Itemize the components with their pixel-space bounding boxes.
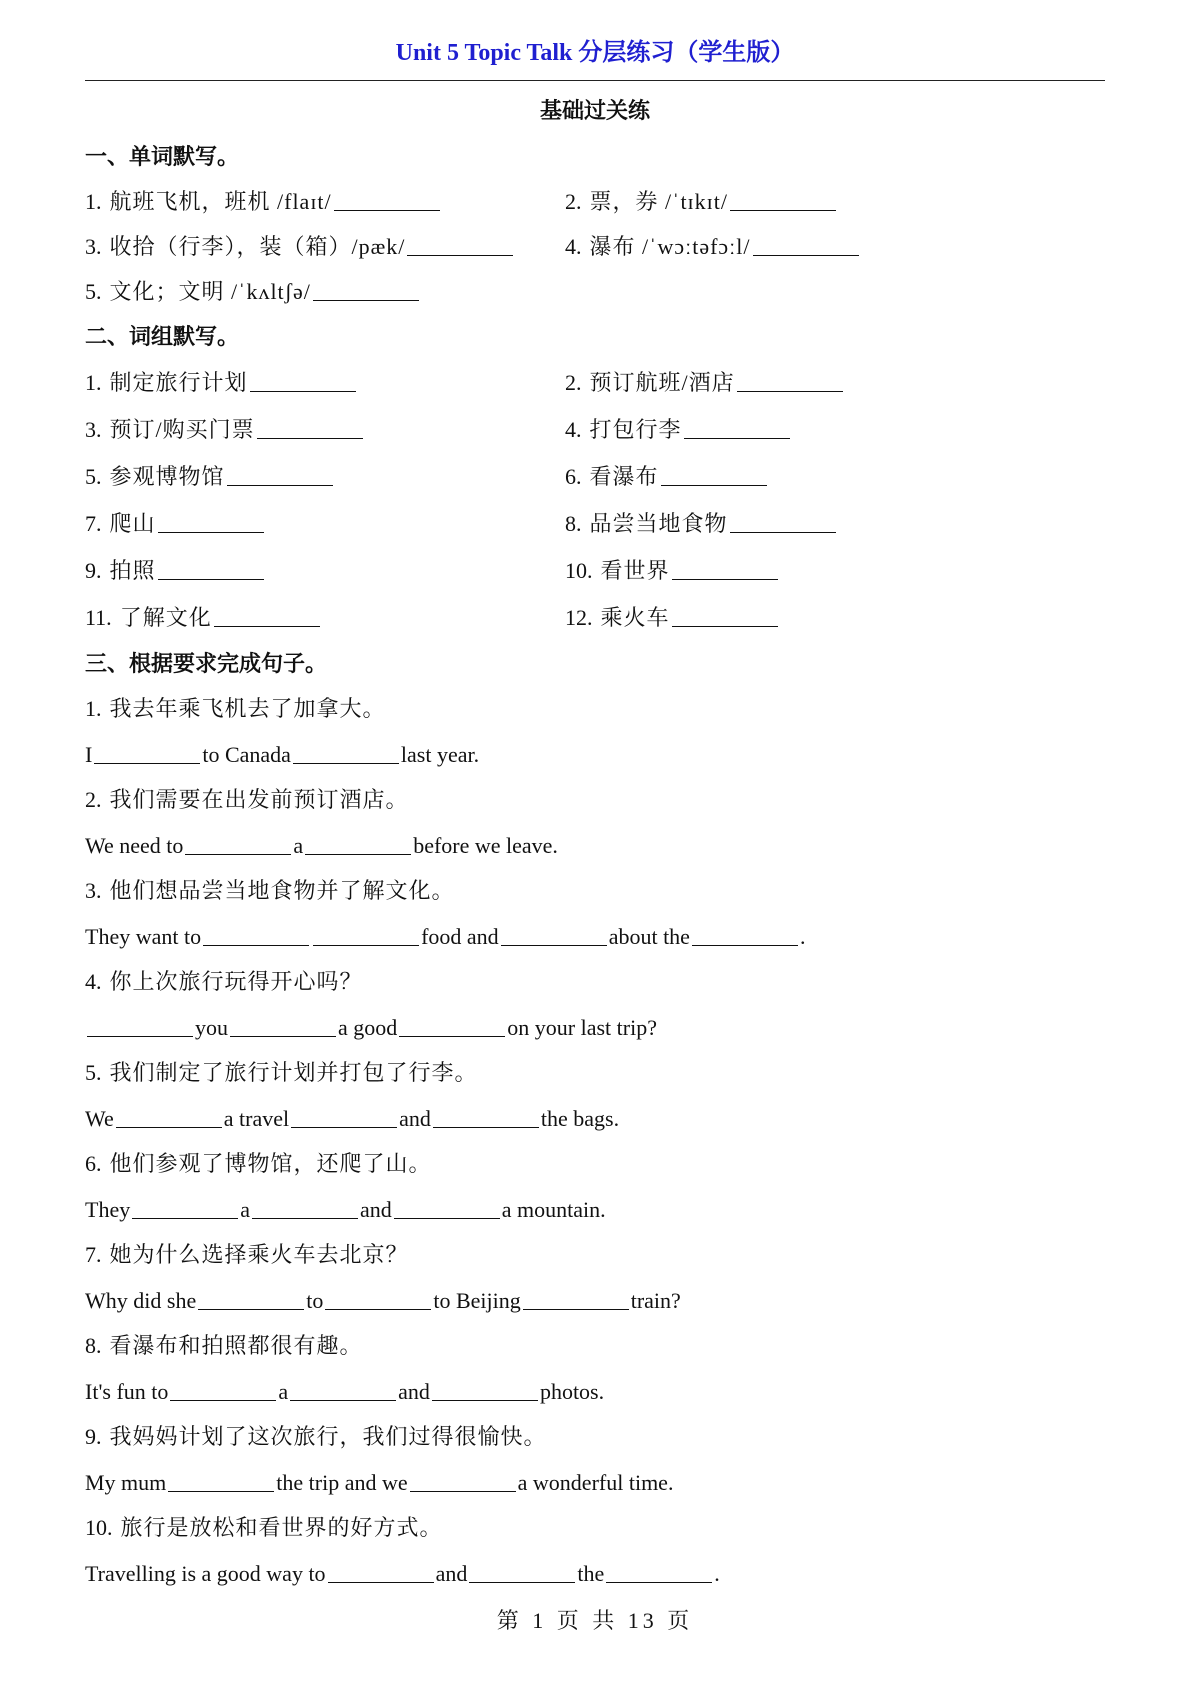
sentence-fragment: a mountain. bbox=[501, 1196, 606, 1222]
answer-blank[interactable] bbox=[432, 1399, 538, 1401]
answer-blank[interactable] bbox=[394, 1217, 500, 1219]
s3-question-5-chinese: 5. 我们制定了旅行计划并打包了行李。 bbox=[85, 1060, 478, 1085]
answer-blank[interactable] bbox=[334, 209, 440, 211]
sentence-fragment: on your last trip? bbox=[507, 1014, 657, 1040]
sentence-fragment: We need to bbox=[85, 832, 184, 858]
answer-blank[interactable] bbox=[252, 1217, 358, 1219]
answer-blank[interactable] bbox=[753, 254, 859, 256]
s2-row-3 bbox=[85, 453, 1105, 500]
sentence-fragment: a bbox=[240, 1196, 250, 1222]
answer-blank[interactable] bbox=[313, 299, 419, 301]
s1-item-4: 4. 瀑布 /ˈwɔːtəfɔːl/ bbox=[565, 224, 1045, 269]
s2-row-2 bbox=[85, 406, 1105, 453]
s3-question-8-english bbox=[85, 1369, 1105, 1415]
sentence-fragment: Travelling is a good way to bbox=[85, 1560, 326, 1586]
answer-blank[interactable] bbox=[203, 944, 309, 946]
s3-question-2-english bbox=[85, 823, 1105, 869]
s2-row-5 bbox=[85, 547, 1105, 594]
answer-blank[interactable] bbox=[328, 1581, 434, 1583]
answer-blank[interactable] bbox=[214, 625, 320, 627]
answer-blank[interactable] bbox=[290, 1399, 396, 1401]
answer-blank[interactable] bbox=[185, 853, 291, 855]
s1-item-3: 3. 收拾（行李），装（箱）/pæk/ bbox=[85, 224, 565, 269]
s1-item-5: 5. 文化；文明 /ˈkʌltʃə/ bbox=[85, 269, 565, 314]
sentence-fragment: the bags. bbox=[540, 1105, 620, 1131]
s1-item-1: 1. 航班飞机，班机 /flaɪt/ bbox=[85, 179, 565, 224]
s2-row-4 bbox=[85, 500, 1105, 547]
answer-blank[interactable] bbox=[230, 1035, 336, 1037]
s2-item-4: 4. 打包行李 bbox=[565, 406, 1045, 453]
answer-blank[interactable] bbox=[407, 254, 513, 256]
answer-blank[interactable] bbox=[198, 1308, 304, 1310]
s1-row-2 bbox=[85, 224, 1105, 269]
sentence-fragment: a bbox=[293, 832, 304, 858]
answer-blank[interactable] bbox=[523, 1308, 629, 1310]
s2-item-9: 9. 拍照 bbox=[85, 547, 565, 594]
answer-blank[interactable] bbox=[501, 944, 607, 946]
sentence-fragment: you bbox=[195, 1014, 228, 1040]
sentence-fragment: and bbox=[399, 1105, 431, 1131]
s2-row-6 bbox=[85, 594, 1105, 641]
answer-blank[interactable] bbox=[305, 853, 411, 855]
sentence-fragment: and bbox=[398, 1378, 430, 1404]
sentence-fragment: They bbox=[85, 1196, 131, 1222]
s3-question-3-english bbox=[85, 914, 1105, 960]
sentence-fragment: a good bbox=[338, 1014, 398, 1040]
s3-question-5-english bbox=[85, 1096, 1105, 1142]
answer-blank[interactable] bbox=[433, 1126, 539, 1128]
answer-blank[interactable] bbox=[399, 1035, 505, 1037]
s1-item-2: 2. 票，券 /ˈtɪkɪt/ bbox=[565, 179, 1045, 224]
section3-heading: 三、根据要求完成句子。 bbox=[85, 651, 328, 676]
sentence-fragment: Why did she bbox=[85, 1287, 197, 1313]
s3-question-7-chinese: 7. 她为什么选择乘火车去北京？ bbox=[85, 1242, 409, 1267]
s2-item-3: 3. 预订/购买门票 bbox=[85, 406, 565, 453]
s3-question-9-chinese: 9. 我妈妈计划了这次旅行，我们过得很愉快。 bbox=[85, 1424, 547, 1449]
sentence-fragment: My mum bbox=[85, 1469, 167, 1495]
header-title: Unit 5 Topic Talk 分层练习（学生版） bbox=[395, 40, 795, 66]
page-number: 第 1 页 共 13 页 bbox=[496, 1608, 694, 1633]
answer-blank[interactable] bbox=[672, 578, 778, 580]
sentence-fragment: I bbox=[85, 741, 93, 767]
s3-question-6-chinese: 6. 他们参观了博物馆，还爬了山。 bbox=[85, 1151, 432, 1176]
s2-item-10: 10. 看世界 bbox=[565, 547, 1045, 594]
s3-question-1-english bbox=[85, 732, 1105, 778]
section-subtitle: 基础过关练 bbox=[539, 98, 650, 123]
section1-heading: 一、单词默写。 bbox=[85, 144, 240, 169]
s2-item-6: 6. 看瀑布 bbox=[565, 453, 1045, 500]
s1-row-1 bbox=[85, 179, 1105, 224]
s2-item-2: 2. 预订航班/酒店 bbox=[565, 359, 1045, 406]
sentence-fragment: to bbox=[306, 1287, 324, 1313]
sentence-fragment: about the bbox=[608, 923, 690, 949]
header-divider bbox=[85, 80, 1105, 81]
sentence-fragment: the trip and we bbox=[276, 1469, 408, 1495]
s2-item-12: 12. 乘火车 bbox=[565, 594, 1045, 641]
sentence-fragment: It's fun to bbox=[85, 1378, 169, 1404]
answer-blank[interactable] bbox=[291, 1126, 397, 1128]
sentence-fragment: and bbox=[435, 1560, 468, 1586]
sentence-fragment: . bbox=[799, 923, 806, 949]
s3-question-4-chinese: 4. 你上次旅行玩得开心吗？ bbox=[85, 969, 363, 994]
section2-heading: 二、词组默写。 bbox=[85, 324, 240, 349]
answer-blank[interactable] bbox=[730, 531, 836, 533]
answer-blank[interactable] bbox=[730, 209, 836, 211]
answer-blank[interactable] bbox=[158, 578, 264, 580]
sentence-fragment: a bbox=[278, 1378, 289, 1404]
answer-blank[interactable] bbox=[116, 1126, 222, 1128]
s3-question-8-chinese: 8. 看瀑布和拍照都很有趣。 bbox=[85, 1333, 363, 1358]
answer-blank[interactable] bbox=[250, 390, 356, 392]
answer-blank[interactable] bbox=[257, 437, 363, 439]
s3-question-3-chinese: 3. 他们想品尝当地食物并了解文化。 bbox=[85, 878, 455, 903]
s3-question-7-english bbox=[85, 1278, 1105, 1324]
sentence-fragment: last year. bbox=[400, 741, 480, 767]
sentence-fragment: a wonderful time. bbox=[517, 1469, 674, 1495]
answer-blank[interactable] bbox=[158, 531, 264, 533]
s2-item-7: 7. 爬山 bbox=[85, 500, 565, 547]
answer-blank[interactable] bbox=[94, 762, 200, 764]
s3-question-10-chinese: 10. 旅行是放松和看世界的好方式。 bbox=[85, 1515, 443, 1540]
s2-row-1 bbox=[85, 359, 1105, 406]
answer-blank[interactable] bbox=[410, 1490, 516, 1492]
answer-blank[interactable] bbox=[692, 944, 798, 946]
answer-blank[interactable] bbox=[325, 1308, 431, 1310]
s2-item-8: 8. 品尝当地食物 bbox=[565, 500, 1045, 547]
answer-blank[interactable] bbox=[87, 1035, 193, 1037]
answer-blank[interactable] bbox=[737, 390, 843, 392]
s2-item-11: 11. 了解文化 bbox=[85, 594, 565, 641]
sentence-fragment: train? bbox=[630, 1287, 681, 1313]
answer-blank[interactable] bbox=[469, 1581, 575, 1583]
s3-question-4-english bbox=[85, 1005, 1105, 1051]
s3-question-6-english bbox=[85, 1187, 1105, 1233]
answer-blank[interactable] bbox=[684, 437, 790, 439]
s3-question-10-english bbox=[85, 1551, 1105, 1597]
sentence-fragment: before we leave. bbox=[413, 832, 558, 858]
sentence-fragment: and bbox=[359, 1196, 392, 1222]
sentence-fragment: to Beijing bbox=[433, 1287, 521, 1313]
sentence-fragment: We bbox=[85, 1105, 114, 1131]
answer-blank[interactable] bbox=[170, 1399, 276, 1401]
worksheet-content bbox=[85, 134, 1105, 1596]
answer-blank[interactable] bbox=[313, 944, 419, 946]
sentence-fragment: . bbox=[714, 1560, 720, 1586]
sentence-fragment: photos. bbox=[539, 1378, 605, 1404]
answer-blank[interactable] bbox=[661, 484, 767, 486]
answer-blank[interactable] bbox=[606, 1581, 712, 1583]
sentence-fragment: They want to bbox=[85, 923, 202, 949]
sentence-fragment: a travel bbox=[223, 1105, 290, 1131]
s1-row-3 bbox=[85, 269, 1105, 314]
sentence-fragment: food and bbox=[421, 923, 499, 949]
answer-blank[interactable] bbox=[227, 484, 333, 486]
answer-blank[interactable] bbox=[293, 762, 399, 764]
s3-question-1-chinese: 1. 我去年乘飞机去了加拿大。 bbox=[85, 696, 386, 721]
sentence-fragment: to Canada bbox=[202, 741, 291, 767]
answer-blank[interactable] bbox=[672, 625, 778, 627]
s2-item-1: 1. 制定旅行计划 bbox=[85, 359, 565, 406]
sentence-list bbox=[85, 686, 1105, 1596]
answer-blank[interactable] bbox=[168, 1490, 274, 1492]
s3-question-2-chinese: 2. 我们需要在出发前预订酒店。 bbox=[85, 787, 409, 812]
sentence-fragment: the bbox=[577, 1560, 605, 1586]
answer-blank[interactable] bbox=[132, 1217, 238, 1219]
s3-question-9-english bbox=[85, 1460, 1105, 1506]
s2-item-5: 5. 参观博物馆 bbox=[85, 453, 565, 500]
